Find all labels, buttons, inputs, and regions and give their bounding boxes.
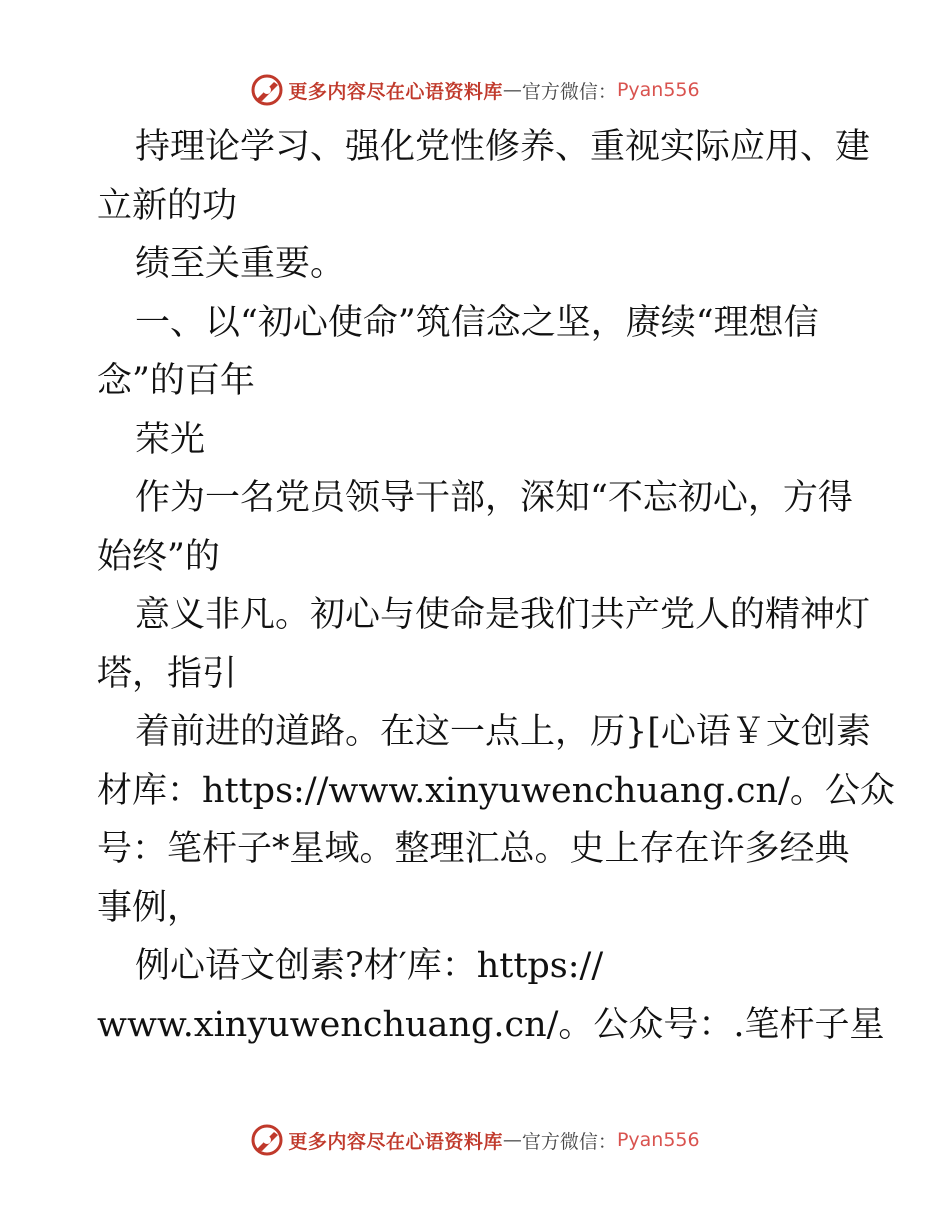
banner-separator: —: [502, 1129, 522, 1151]
banner-wechat-label: 官方微信：: [521, 80, 617, 103]
banner-wechat-label: 官方微信：: [521, 1130, 617, 1153]
text-line: 意义非凡。初心与使命是我们共产党人的精神灯: [135, 595, 871, 635]
banner-title: 更多内容尽在心语资料库: [288, 1130, 503, 1153]
banner-separator: —: [502, 79, 522, 101]
text-line: www.xinyuwenchuang.cn/。公众号：.笔杆子星: [97, 1004, 885, 1045]
footer-banner: [0, 1120, 950, 1160]
document-body: [97, 118, 895, 1054]
banner-title: 更多内容尽在心语资料库: [288, 80, 503, 103]
text-line: 持理论学习、强化党性修养、重视实际应用、建: [135, 127, 871, 167]
text-line: 材库：https://www.xinyuwenchuang.cn/。公众: [97, 770, 895, 811]
text-line: 塔，指引: [97, 653, 238, 694]
text-line: 作为一名党员领导干部，深知“不忘初心，方得: [135, 478, 853, 518]
text-line: 例心语文创素?材′库：https://: [135, 946, 604, 986]
quill-seal-icon: [250, 1123, 284, 1157]
banner-wechat-id: Pyan556: [616, 79, 700, 101]
text-line: 着前进的道路。在这一点上，历}[心语￥文创素: [135, 712, 871, 752]
text-line: 一、以“初心使命”筑信念之坚，赓续“理想信: [135, 302, 819, 343]
text-line: 立新的功: [97, 185, 238, 226]
text-line: 绩至关重要。: [135, 244, 346, 284]
text-line: 念”的百年: [97, 361, 255, 401]
text-line: 事例，: [97, 887, 203, 928]
header-banner: [0, 70, 950, 110]
quill-seal-icon: [250, 73, 284, 107]
text-line: 号：笔杆子*星域。整理汇总。史上存在许多经典: [97, 829, 850, 869]
text-line: 始终”的: [97, 536, 220, 577]
banner-wechat-id: Pyan556: [616, 1129, 700, 1151]
text-line: 荣光: [135, 419, 206, 460]
